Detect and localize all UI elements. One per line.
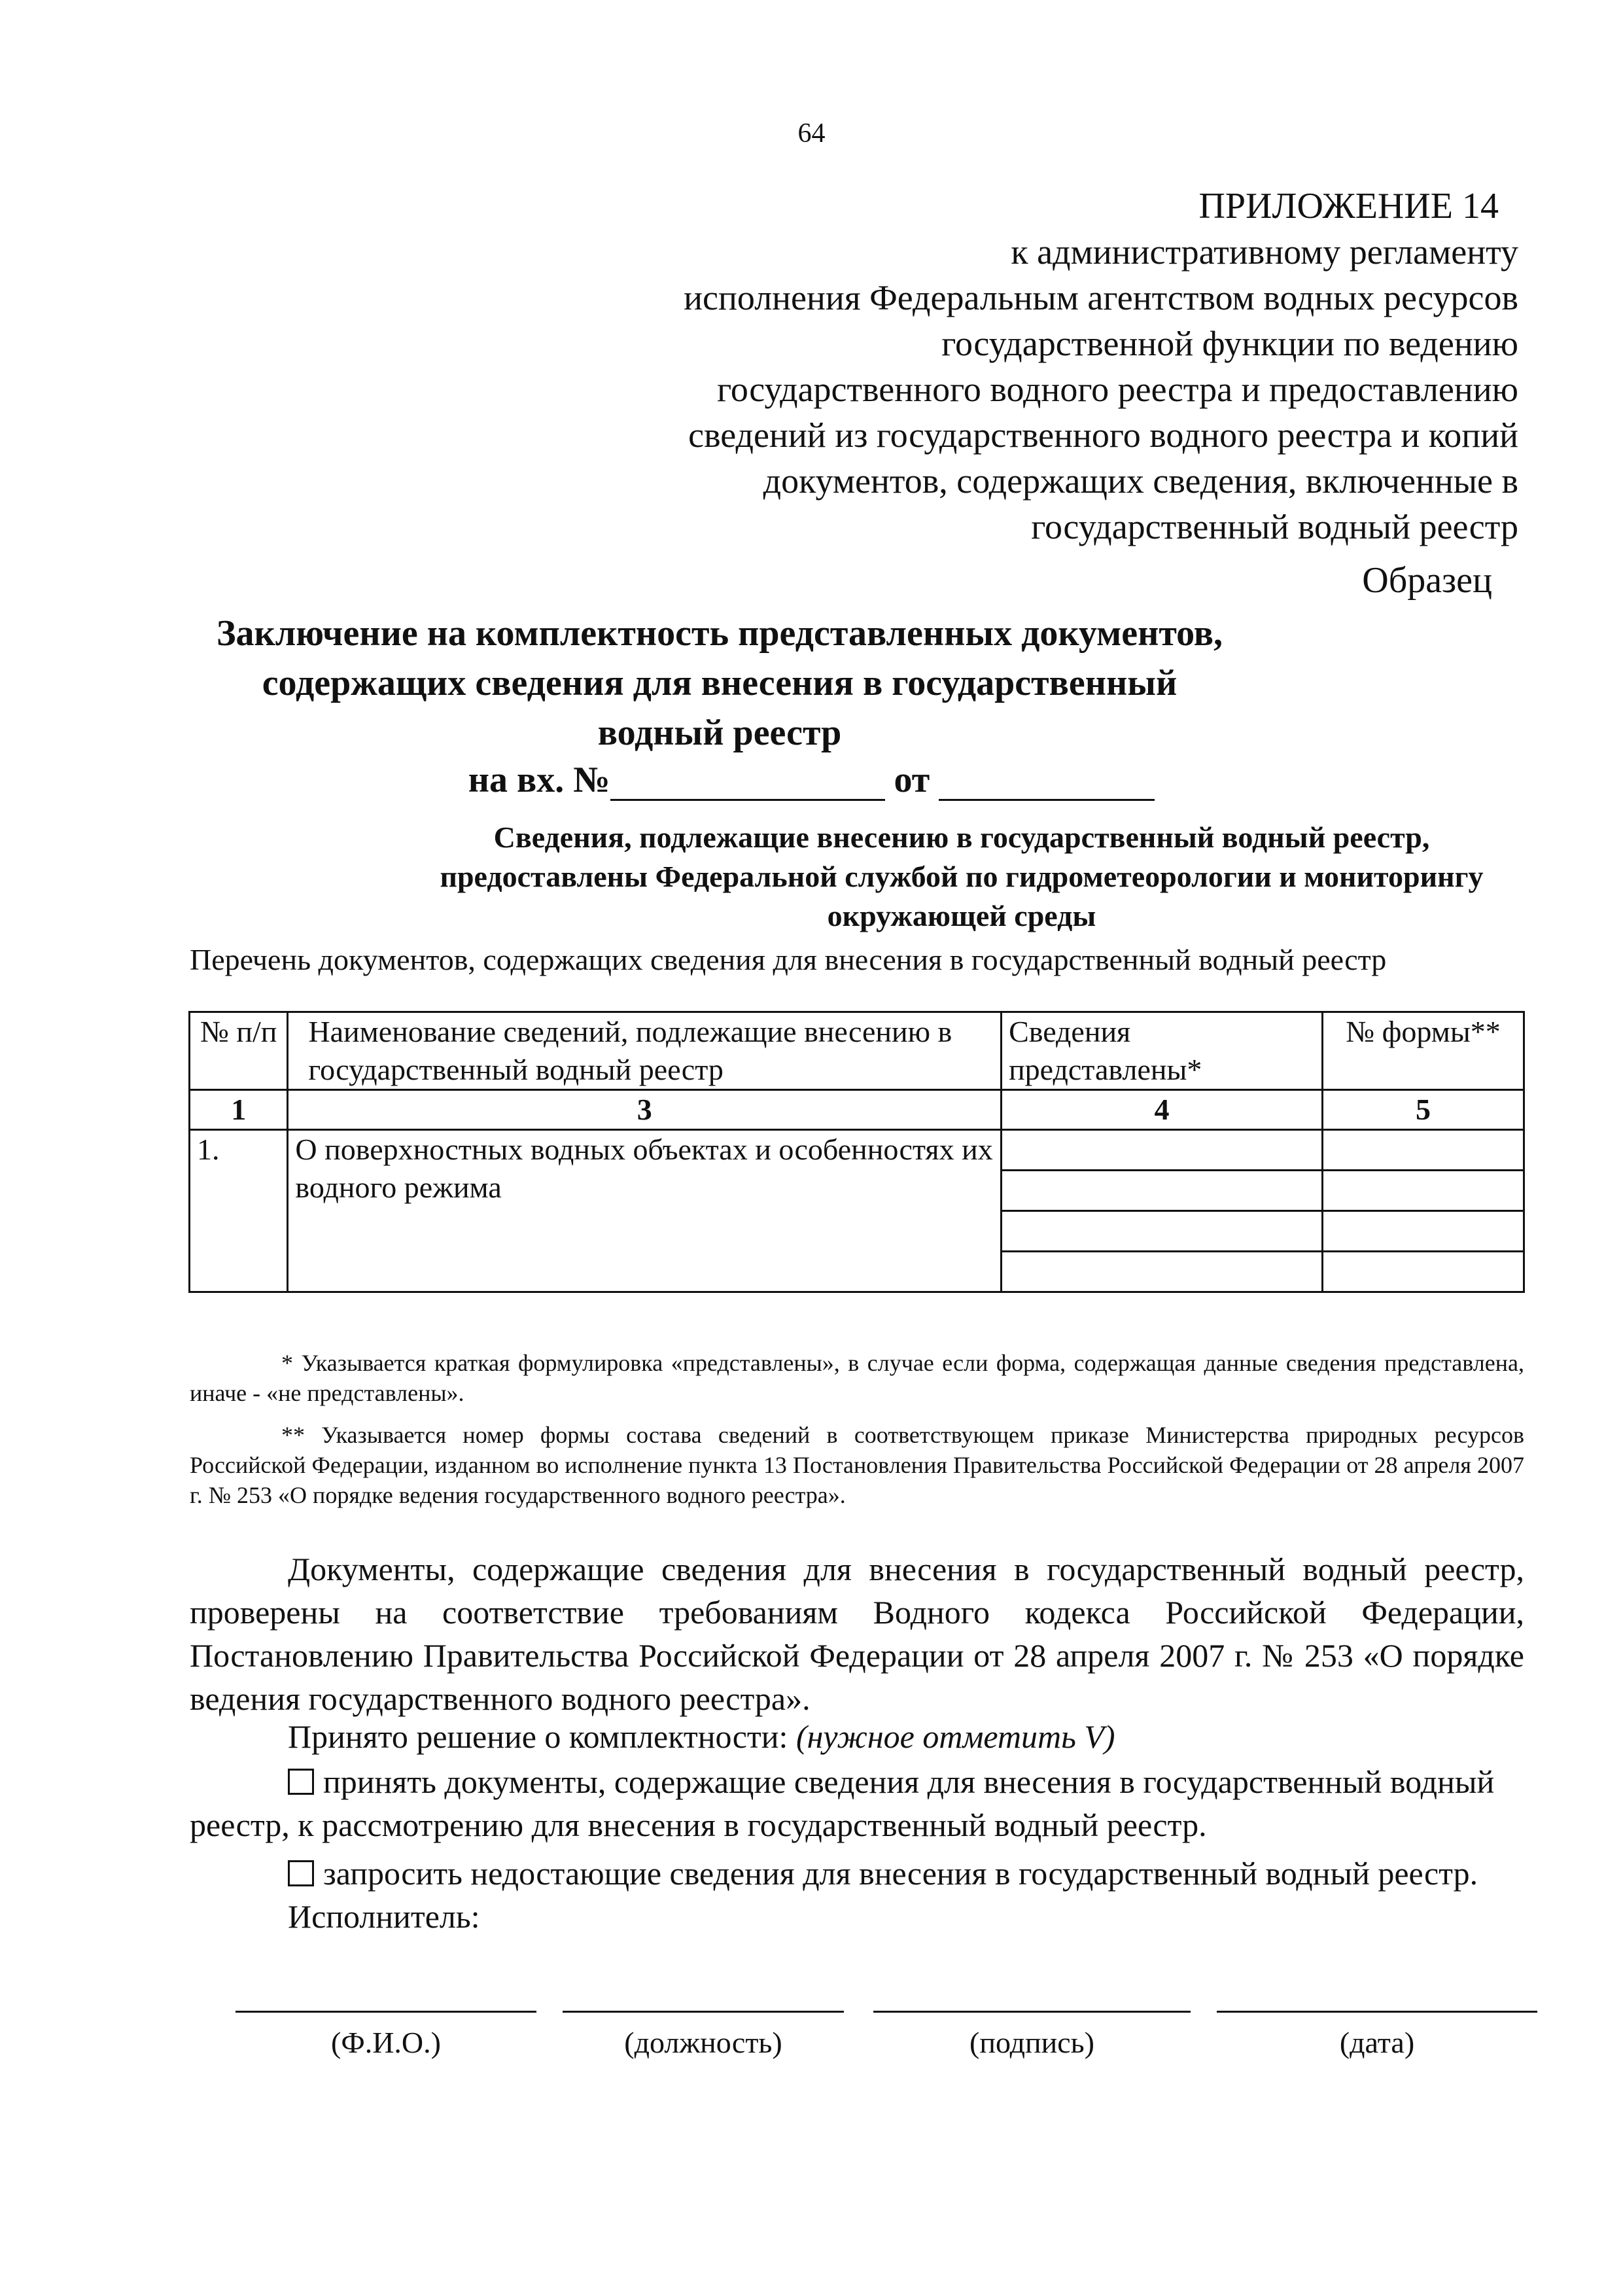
signature-label-signature: (подпись)	[969, 2026, 1094, 2059]
incoming-from-label: от	[894, 760, 930, 800]
info-heading	[353, 818, 1570, 936]
appendix-line: исполнения Федеральным агентством водных ресурсов	[684, 278, 1518, 317]
decision-option-request	[190, 1852, 1524, 1895]
header-provided: Сведения представлены*	[1002, 1012, 1323, 1090]
documents-table	[188, 1011, 1525, 1293]
verification-paragraph: Документы, содержащие сведения для внесения в государственный водный реестр, проверены на соответствие требованиям Водного кодекса Российской Федерации, Постановлению Правительства Российской Федерации от 28 апреля 2007 г. № 253 «О порядке ведения государственного водного реестра».	[190, 1551, 1524, 1717]
sample-label: Образец	[1362, 560, 1492, 601]
appendix-line: сведений из государственного водного реестра и копий	[688, 415, 1518, 455]
footnote-form-number: ** Указывается номер формы состава сведений в соответствующем приказе Министерства природных ресурсов Российской Федерации, изданном во исполнение пункта 13 Постановления Правительства Российской Федерации от 28 апреля 2007 г. № 253 «О порядке ведения государственного водного реестра».	[190, 1422, 1524, 1508]
accept-checkbox[interactable]	[288, 1769, 314, 1795]
decision-option-accept	[190, 1760, 1524, 1846]
page-number: 64	[797, 118, 826, 149]
appendix-title: ПРИЛОЖЕНИЕ 14	[1198, 186, 1499, 226]
request-checkbox[interactable]	[288, 1860, 314, 1886]
index-cell: 1	[190, 1090, 288, 1130]
appendix-line: к административному регламенту	[1011, 232, 1518, 272]
document-title	[196, 609, 1243, 758]
document-title-line: Заключение на комплектность представленных документов,	[216, 613, 1223, 654]
row-number: 1.	[190, 1130, 288, 1292]
signature-line-position[interactable]	[563, 2011, 844, 2013]
incoming-number-blank[interactable]	[610, 766, 885, 801]
provided-cells	[1002, 1130, 1323, 1292]
decision-hint: (нужное отметить V)	[795, 1718, 1115, 1755]
header-number: № п/п	[190, 1012, 288, 1090]
info-heading-line: окружающей среды	[827, 899, 1096, 932]
executor-label: Исполнитель:	[288, 1898, 480, 1935]
appendix-line: государственной функции по ведению	[941, 324, 1518, 363]
incoming-number-label: на вх. №	[468, 760, 610, 800]
signature-line-date[interactable]	[1217, 2011, 1537, 2013]
footnote-provided: * Указывается краткая формулировка «представлены», в случае если форма, содержащая данные сведения представлена, иначе - «не представлены».	[190, 1350, 1524, 1406]
list-heading: Перечень документов, содержащих сведения для внесения в государственный водный реестр	[190, 943, 1387, 976]
signature-label-date: (дата)	[1339, 2026, 1415, 2059]
document-title-line: водный реестр	[597, 713, 842, 753]
form-cells	[1323, 1130, 1524, 1292]
signature-line-name[interactable]	[236, 2011, 536, 2013]
provided-entry-cell[interactable]	[1002, 1252, 1321, 1291]
signature-label-position: (должность)	[624, 2026, 782, 2059]
form-entry-cell[interactable]	[1323, 1131, 1523, 1171]
accept-option-label: принять документы, содержащие сведения для внесения в государственный водный реестр, к рассмотрению для внесения в государственный водный реестр.	[190, 1763, 1495, 1843]
appendix-line: государственный водный реестр	[1031, 507, 1518, 546]
header-name: Наименование сведений, подлежащие внесению в государственный водный реестр	[288, 1012, 1002, 1090]
form-entry-cell[interactable]	[1323, 1212, 1523, 1252]
appendix-line: документов, содержащих сведения, включенные в	[763, 461, 1518, 501]
info-heading-line: предоставлены Федеральной службой по гидрометеорологии и мониторингу	[440, 860, 1484, 893]
signature-line-signature[interactable]	[873, 2011, 1191, 2013]
decision-line	[288, 1718, 1115, 1756]
header-form: № формы**	[1323, 1012, 1524, 1090]
signature-label-name: (Ф.И.О.)	[331, 2026, 441, 2059]
decision-label: Принято решение о комплектности:	[288, 1718, 788, 1755]
table-index-row	[190, 1090, 1524, 1130]
provided-entry-cell[interactable]	[1002, 1131, 1321, 1171]
table-header-row	[190, 1012, 1524, 1090]
form-entry-cell[interactable]	[1323, 1171, 1523, 1212]
appendix-header	[537, 183, 1518, 550]
table-row	[190, 1130, 1524, 1292]
form-entry-cell[interactable]	[1323, 1252, 1523, 1291]
appendix-line: государственного водного реестра и предоставлению	[717, 370, 1518, 409]
request-option-label: запросить недостающие сведения для внесения в государственный водный реестр.	[323, 1855, 1478, 1892]
document-title-line: содержащих сведения для внесения в государственный	[262, 663, 1178, 703]
provided-entry-cell[interactable]	[1002, 1171, 1321, 1212]
provided-entry-cell[interactable]	[1002, 1212, 1321, 1252]
info-heading-line: Сведения, подлежащие внесению в государственный водный реестр,	[493, 821, 1430, 854]
index-cell: 4	[1002, 1090, 1323, 1130]
row-name: О поверхностных водных объектах и особенностях их водного режима	[288, 1130, 1002, 1292]
index-cell: 3	[288, 1090, 1002, 1130]
incoming-date-blank[interactable]	[939, 766, 1155, 801]
index-cell: 5	[1323, 1090, 1524, 1130]
incoming-number-line	[0, 759, 1623, 801]
